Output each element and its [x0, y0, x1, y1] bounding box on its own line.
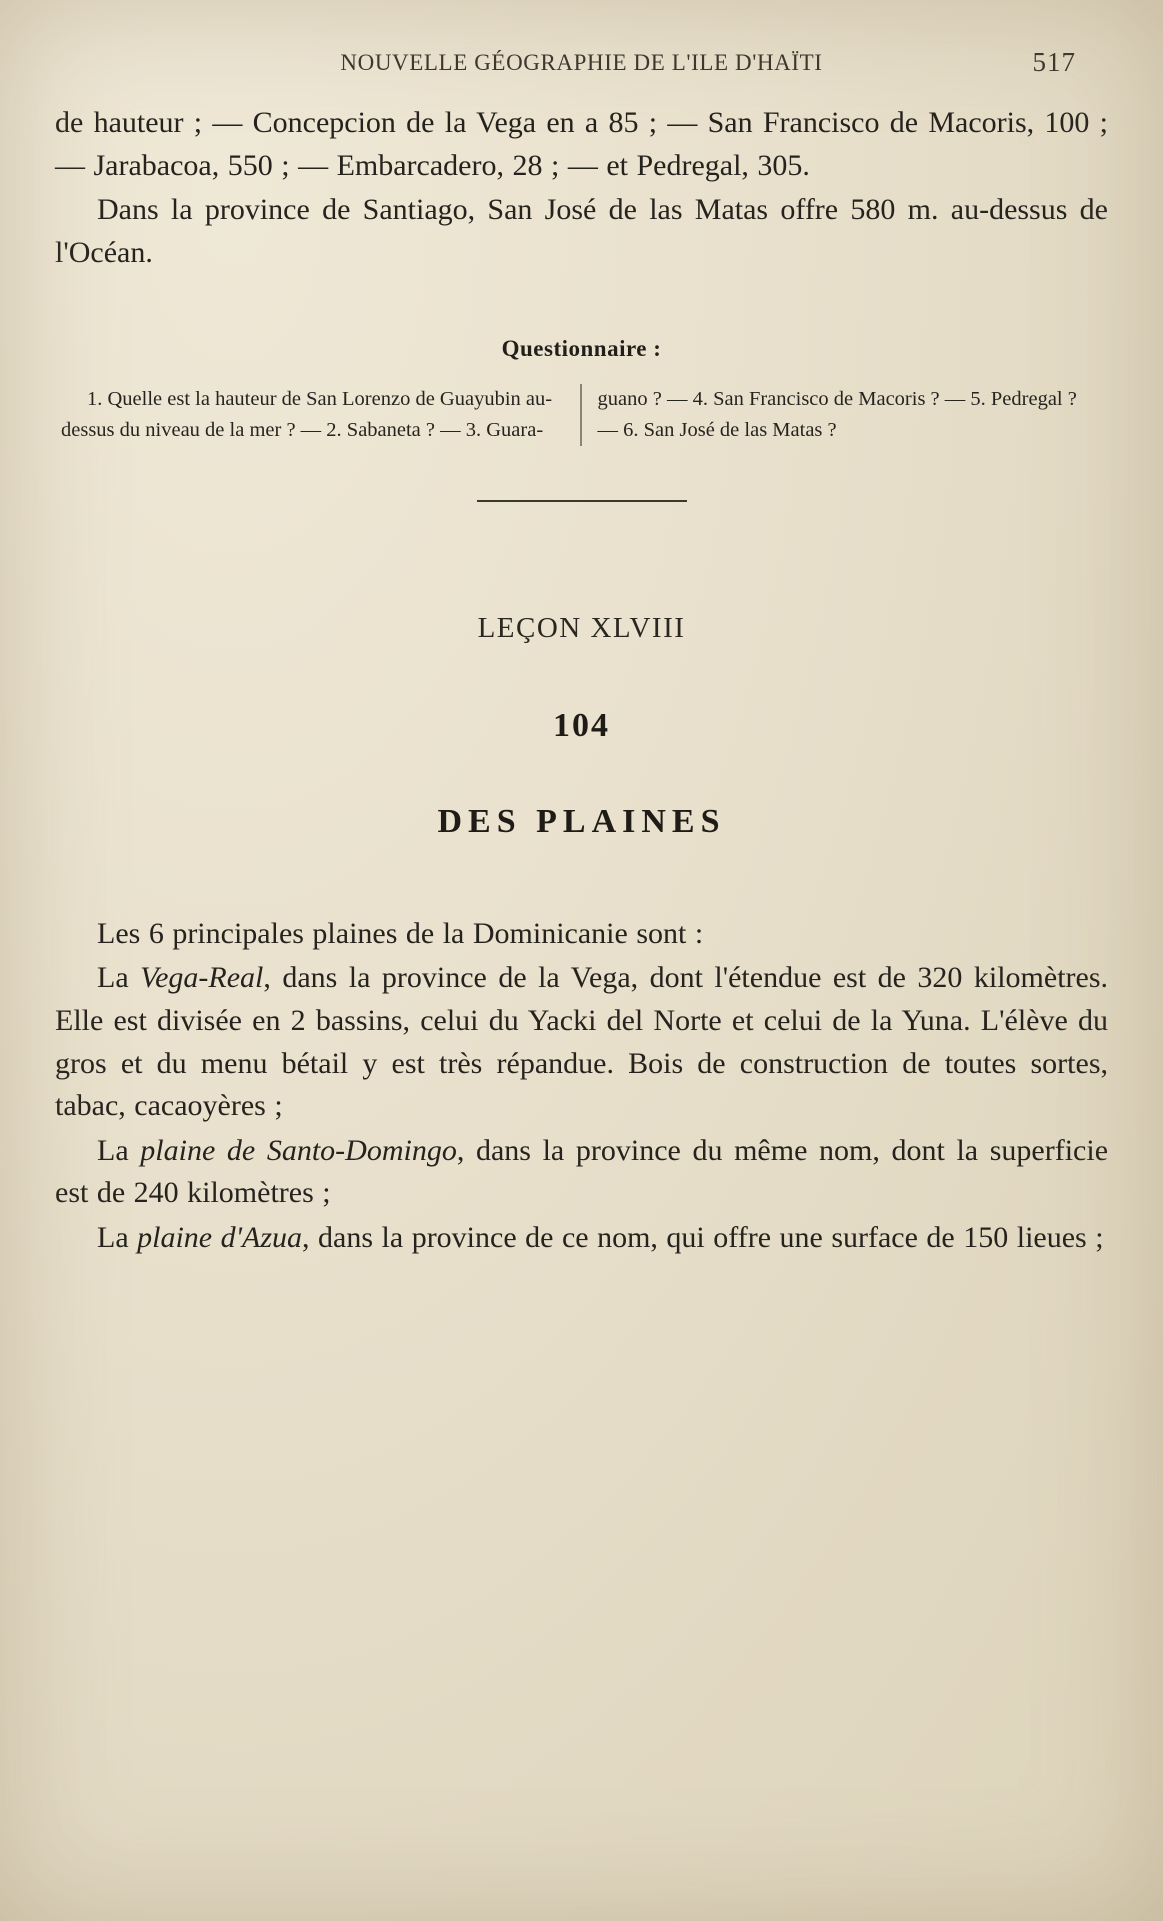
section-divider [55, 500, 1108, 502]
page-number: 517 [1032, 47, 1076, 77]
paragraph-text: La [97, 1133, 141, 1167]
questionnaire-text-right: guano ? — 4. San Francisco de Macoris ? — 5. Pedregal ? — 6. San José de las Matas ? [597, 388, 1077, 442]
lesson-body [55, 913, 1108, 1260]
lesson-subject: DES PLAINES [437, 802, 726, 840]
lesson-number: 104 [553, 706, 610, 744]
lesson-label: LEÇON XLVIII [477, 611, 686, 644]
paragraph-text: , dans la province du même nom, dont la superficie est de 240 kilomètres ; [55, 1133, 1109, 1210]
lesson-paragraph [55, 1217, 1108, 1260]
paragraph-text: , dans la province de ce nom, qui offre une surface de 150 lieues ; [302, 1221, 1104, 1255]
plain-name-italic: plaine d'Azua [137, 1221, 303, 1255]
paragraph-text: La [97, 1221, 138, 1255]
lesson-paragraph [55, 913, 1108, 956]
page-content [55, 47, 1109, 1262]
paragraph-santiago: Dans la province de Santiago, San José de las Matas offre 580 m. au-dessus de l'Océan. [55, 193, 1108, 269]
running-head [55, 47, 1108, 77]
questionnaire-columns [61, 384, 1102, 446]
top-paragraphs [55, 102, 1108, 274]
lesson-paragraph [55, 957, 1108, 1127]
questionnaire-column-right [582, 384, 1103, 446]
paragraph-text: , dans la province de la Vega, dont l'étendue est de 320 kilomètres. Elle est divisée en 2 bassins, celui du Yacki del Norte et celui de la Yuna. L'élève du gros et du menu bétail y est très répandue. Bois de construction de toutes sortes, tabac, cacaoyères ; [55, 961, 1109, 1123]
paragraph-text: La [97, 961, 141, 995]
divider-rule [477, 500, 687, 502]
questionnaire-column-left [61, 384, 582, 446]
questionnaire-title: Questionnaire : [501, 336, 662, 362]
plain-name-italic: plaine de Santo-Domingo [140, 1133, 457, 1167]
plain-name-italic: Vega-Real [140, 961, 264, 995]
running-head-title: NOUVELLE GÉOGRAPHIE DE L'ILE D'HAÏTI [340, 50, 823, 75]
lesson-paragraph [55, 1130, 1108, 1215]
paragraph-text: Les 6 principales plaines de la Dominicanie sont : [97, 916, 704, 950]
paragraph-elevations: de hauteur ; — Concepcion de la Vega en a 85 ; — San Francisco de Macoris, 100 ; — Jarabacoa, 550 ; — Embarcadero, 28 ; — et Pedregal, 305. [55, 106, 1108, 182]
questionnaire-text-left: 1. Quelle est la hauteur de San Lorenzo de Guayubin au-dessus du niveau de la mer ? — 2. Sabaneta ? — 3. Guara- [61, 388, 553, 442]
